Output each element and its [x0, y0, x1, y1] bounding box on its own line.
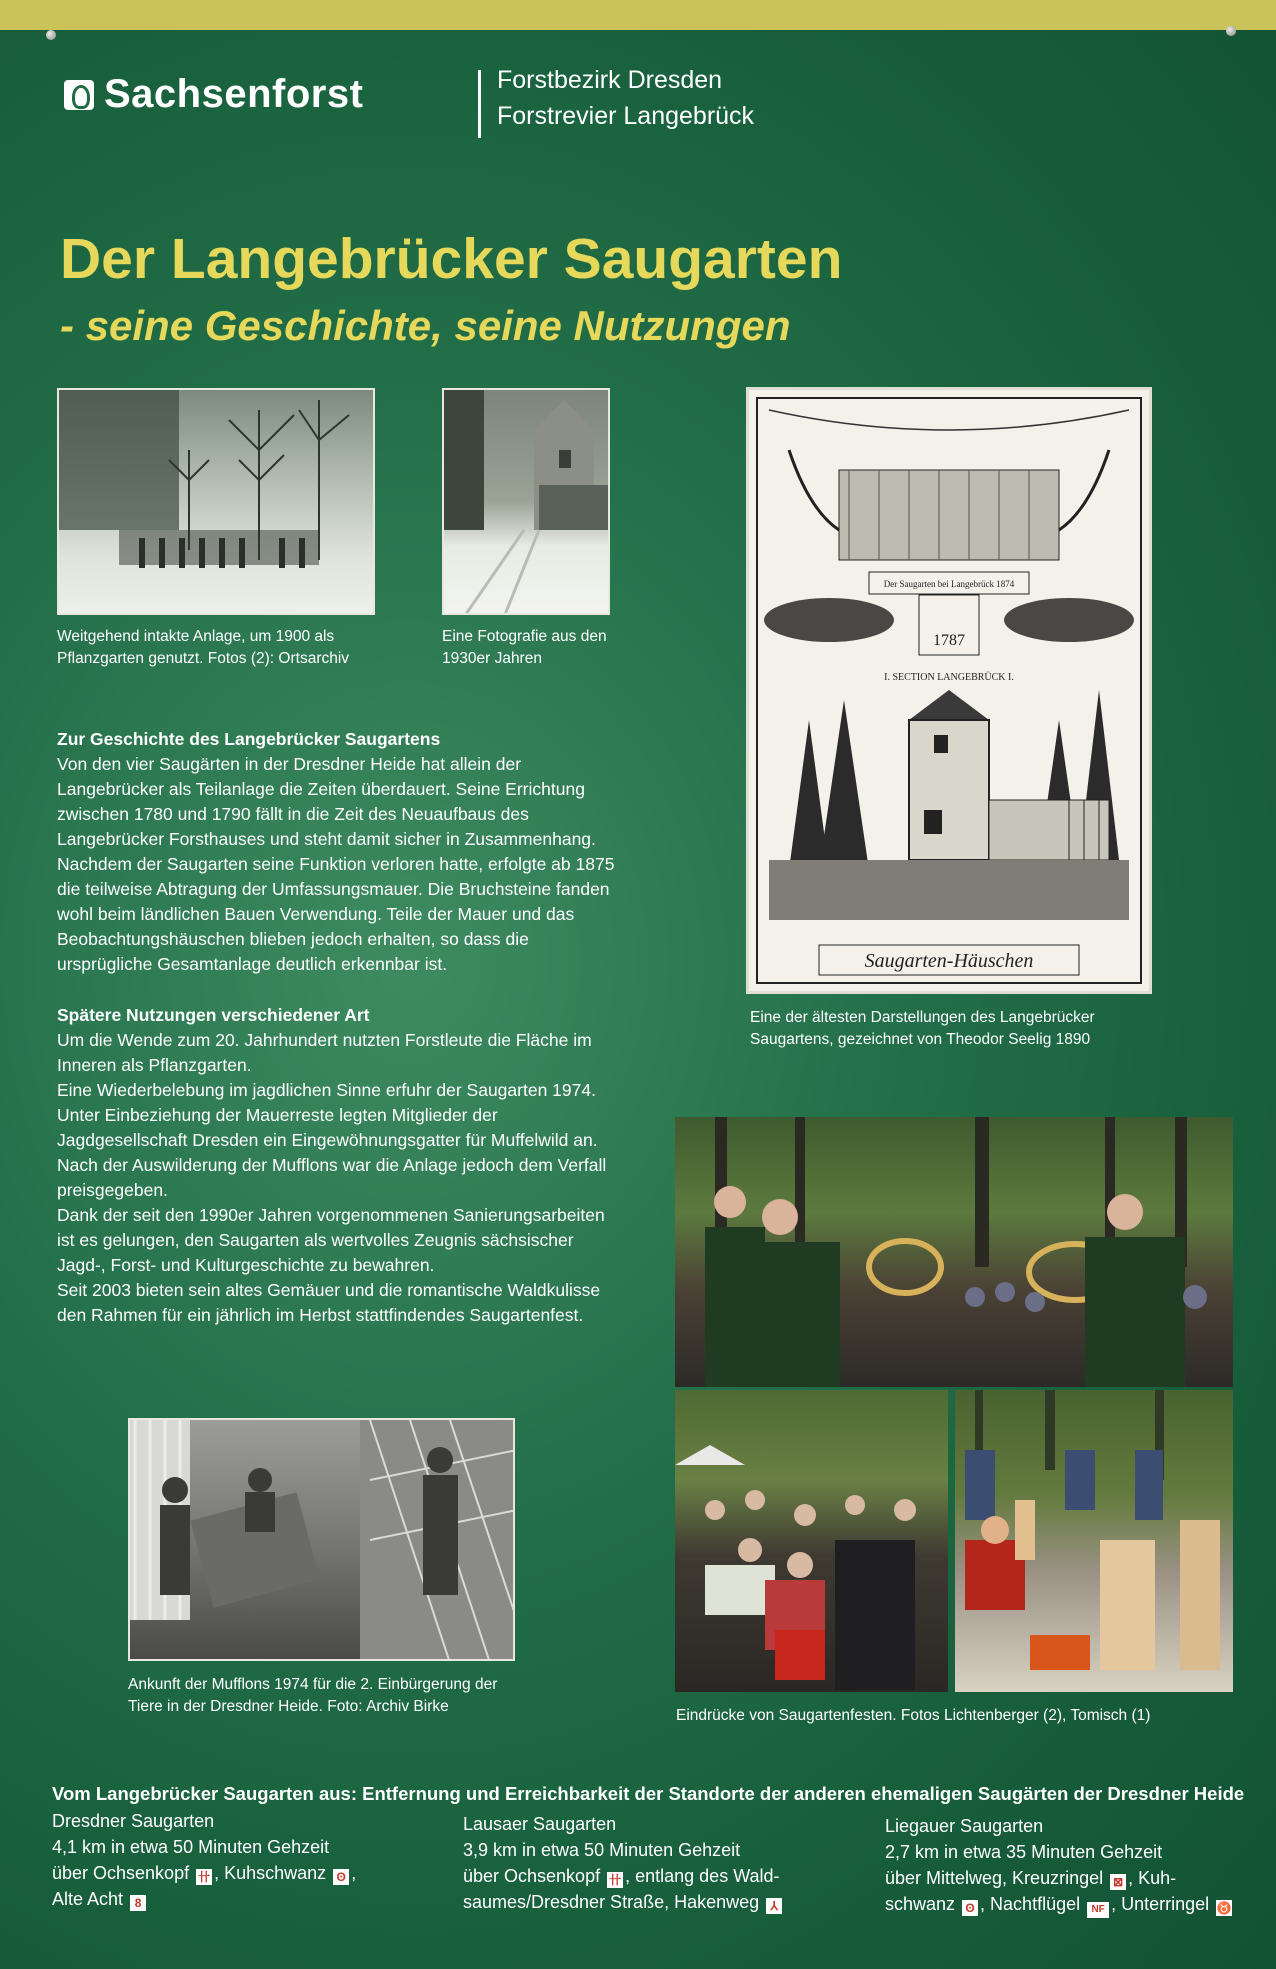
leaf-icon: [64, 80, 94, 110]
page-title: Der Langebrücker Saugarten: [60, 227, 843, 291]
section-history: [57, 727, 617, 977]
hakenweg-symbol-icon: ⅄: [766, 1898, 782, 1914]
section-later-uses-p1: Um die Wende zum 20. Jahrhundert nutzten Forstleute die Fläche im Inneren als Pflanzgarten.: [57, 1030, 592, 1075]
dest2-route-a: über Ochsenkopf: [463, 1866, 601, 1886]
kuhschwanz-symbol-icon: ʘ: [333, 1869, 349, 1885]
bottom-heading: Vom Langebrücker Saugarten aus: Entfernung und Erreichbarkeit der Standorte der anderen ehemaligen Saugärten der Dresdner Heide: [52, 1783, 1245, 1804]
dest1-route-a: über Ochsenkopf: [52, 1863, 190, 1883]
caption-mufflons: Ankunft der Mufflons 1974 für die 2. Einbürgerung der Tiere in der Dresdner Heide. Foto: Archiv Birke: [128, 1676, 498, 1715]
caption-photo1: Weitgehend intakte Anlage, um 1900 als Pflanzgarten genutzt. Fotos (2): Ortsarchiv: [57, 628, 350, 667]
dest2-distance: 3,9 km in etwa 50 Minuten Gehzeit: [463, 1840, 741, 1860]
dest1-name: Dresdner Saugarten: [52, 1811, 215, 1831]
destination-liegauer: [885, 1813, 1265, 1918]
photo-horn-players: [675, 1117, 1233, 1387]
screw: [46, 30, 56, 40]
photo-wood-carving: [955, 1390, 1233, 1692]
district-block: [497, 62, 754, 134]
district-line-1: Forstbezirk Dresden: [497, 66, 723, 94]
ochsenkopf-symbol-icon: 卄: [609, 1873, 622, 1887]
district-line-2: Forstrevier Langebrück: [497, 102, 755, 130]
caption-drawing: Eine der ältesten Darstellungen des Langebrücker Saugartens, gezeichnet von Theodor Seelig 1890: [750, 1009, 1095, 1048]
photo-festival-crowd: [675, 1390, 948, 1692]
section-later-uses-p4: Seit 2003 bieten sein altes Gemäuer und die romantische Waldkulisse den Rahmen für ein jährlich im Herbst stattfindendes Saugartenfest.: [57, 1280, 601, 1325]
nachtfluegel-symbol-icon: NF: [1087, 1902, 1109, 1918]
photo-mufflons-1974: [128, 1418, 515, 1661]
section-later-uses-p2: Eine Wiederbelebung im jagdlichen Sinne erfuhr der Saugarten 1974. Unter Einbeziehung der Mauerreste legten Mitglieder der Jagdgesellschaft Dresden ein Eingewöhnungsgatter für Muffelwild an. Nach der Auswilderung der Mufflons war die Anlage jedoch dem Verfall preisgegeben.: [57, 1080, 607, 1200]
dest3-route-line2: [885, 1891, 1265, 1918]
dest3-route-d: , Nachtflügel: [980, 1894, 1081, 1914]
dest3-route: [885, 1865, 1265, 1891]
sachsenforst-logo: [64, 72, 363, 117]
dest3-route-e: , Unterringel: [1111, 1894, 1210, 1914]
dest2-route-c: saumes/Dresdner Straße, Hakenweg: [463, 1892, 760, 1912]
unterringel-symbol-icon: ♉: [1216, 1901, 1232, 1915]
dest3-distance: 2,7 km in etwa 35 Minuten Gehzeit: [885, 1842, 1163, 1862]
dest1-route: [52, 1860, 452, 1886]
section-later-uses-p3: Dank der seit den 1990er Jahren vorgenommenen Sanierungsarbeiten ist es gelungen, den Saugarten als wertvolles Zeugnis sächsischer Jagd-, Forst- und Kulturgeschichte zu bewahren.: [57, 1205, 605, 1275]
kreuzringel-symbol-icon: ⊠: [1110, 1874, 1126, 1890]
dest3-route-a: über Mittelweg, Kreuzringel: [885, 1868, 1104, 1888]
alte-acht-symbol-icon: 8: [130, 1895, 146, 1911]
section-later-uses-heading: Spätere Nutzungen verschiedener Art: [57, 1005, 370, 1025]
dest3-route-c: schwanz: [885, 1894, 956, 1914]
logo-text: Sachsenforst: [104, 72, 364, 116]
section-later-uses: [57, 1003, 617, 1328]
photo-1930s: [442, 388, 610, 615]
drawing-seelig-1890: [746, 387, 1152, 994]
photo-winter-garden: [57, 388, 375, 615]
dest2-route-line2: [463, 1889, 863, 1915]
drawing-label-top: Der Saugarten bei Langebrück 1874: [883, 579, 1015, 589]
drawing-label-section: I. SECTION LANGEBRÜCK I.: [884, 672, 1014, 683]
dest1-route-c: ,: [351, 1863, 357, 1883]
dest1-route-b: , Kuhschwanz: [214, 1863, 327, 1883]
section-history-text: Von den vier Saugärten in der Dresdner Heide hat allein der Langebrücker als Teilanlage die Zeiten überdauert. Seine Errichtung zwischen 1780 und 1790 fällt in die Zeit des Neuaufbaus des Langebrücker Forsthauses und steht damit sicher in Zusammenhang. Nachdem der Saugarten seine Funktion verloren hatte, erfolgte ab 1875 die teilweise Abtragung der Umfassungsmauer. Die Bruchsteine fanden wohl beim ländlichen Bauen Verwendung. Teile der Mauer und das Beobachtungshäuschen blieben jedoch erhalten, so dass die ursprügliche Gesamtanlage deutlich erkennbar ist.: [57, 754, 615, 974]
caption-photo2: Eine Fotografie aus den 1930er Jahren: [442, 628, 607, 667]
kuhschwanz-symbol-icon: ʘ: [962, 1900, 978, 1916]
dest3-name: Liegauer Saugarten: [885, 1816, 1044, 1836]
destination-dresdner: [52, 1808, 452, 1912]
caption-festival: Eindrücke von Saugartenfesten. Fotos Lichtenberger (2), Tomisch (1): [676, 1707, 1151, 1724]
dest3-route-b: , Kuh-: [1128, 1868, 1177, 1888]
dest2-route: [463, 1863, 863, 1889]
screw: [1226, 26, 1236, 36]
destination-lausaer: [463, 1811, 863, 1915]
dest1-route-d: Alte Acht: [52, 1889, 124, 1909]
drawing-label-year: 1787: [933, 632, 965, 649]
header-divider: [478, 70, 481, 138]
ochsenkopf-symbol-icon: 卄: [198, 1870, 211, 1884]
section-history-heading: Zur Geschichte des Langebrücker Saugartens: [57, 729, 441, 749]
dest2-name: Lausaer Saugarten: [463, 1814, 617, 1834]
dest1-distance: 4,1 km in etwa 50 Minuten Gehzeit: [52, 1837, 330, 1857]
page-subtitle: - seine Geschichte, seine Nutzungen: [60, 302, 791, 349]
dest2-route-b: , entlang des Wald-: [625, 1866, 780, 1886]
dest1-route-line2: [52, 1886, 452, 1912]
drawing-label-bottom: Saugarten-Häuschen: [864, 950, 1034, 972]
